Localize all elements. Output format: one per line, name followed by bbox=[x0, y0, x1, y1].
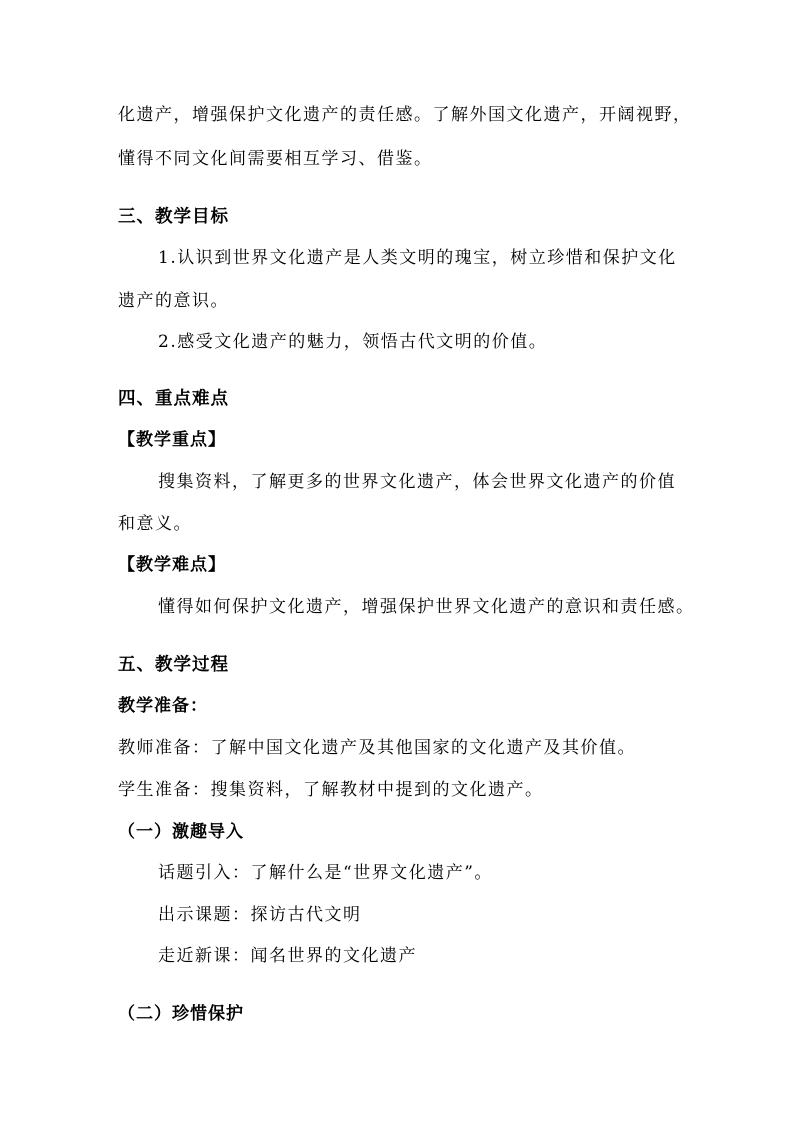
part-1-heading: （一）激趣导入 bbox=[118, 822, 244, 842]
key-points-line-1: 搜集资料，了解更多的世界文化遗产，体会世界文化遗产的价值 bbox=[158, 472, 676, 492]
key-points-label: 【教学重点】 bbox=[118, 430, 226, 450]
section-4-heading: 四、重点难点 bbox=[118, 389, 229, 409]
part-1-item-1: 话题引入：了解什么是“世界文化遗产”。 bbox=[158, 863, 493, 883]
part-1-item-2: 出示课题：探访古代文明 bbox=[158, 905, 362, 925]
goal-item-1-line-1: 1.认识到世界文化遗产是人类文明的瑰宝，树立珍惜和保护文化 bbox=[158, 248, 677, 268]
preparation-label: 教学准备： bbox=[118, 696, 208, 716]
section-5-heading: 五、教学过程 bbox=[118, 655, 229, 675]
intro-paragraph-line-2: 懂得不同文化间需要相互学习、借鉴。 bbox=[118, 149, 433, 169]
part-1-item-3: 走近新课：闻名世界的文化遗产 bbox=[158, 946, 417, 966]
difficulty-label: 【教学难点】 bbox=[118, 555, 226, 575]
section-3-heading: 三、教学目标 bbox=[118, 207, 229, 227]
intro-paragraph-line-1: 化遗产，增强保护文化遗产的责任感。了解外国文化遗产，开阔视野， bbox=[118, 105, 692, 125]
goal-item-2: 2.感受文化遗产的魅力，领悟古代文明的价值。 bbox=[158, 332, 548, 352]
key-points-line-2: 和意义。 bbox=[118, 514, 192, 534]
difficulty-line: 懂得如何保护文化遗产，增强保护世界文化遗产的意识和责任感。 bbox=[158, 597, 695, 617]
student-preparation: 学生准备：搜集资料，了解教材中提到的文化遗产。 bbox=[118, 780, 544, 800]
teacher-preparation: 教师准备：了解中国文化遗产及其他国家的文化遗产及其价值。 bbox=[118, 738, 636, 758]
part-2-heading: （二）珍惜保护 bbox=[118, 1004, 244, 1024]
goal-item-1-line-2: 遗产的意识。 bbox=[118, 291, 229, 311]
